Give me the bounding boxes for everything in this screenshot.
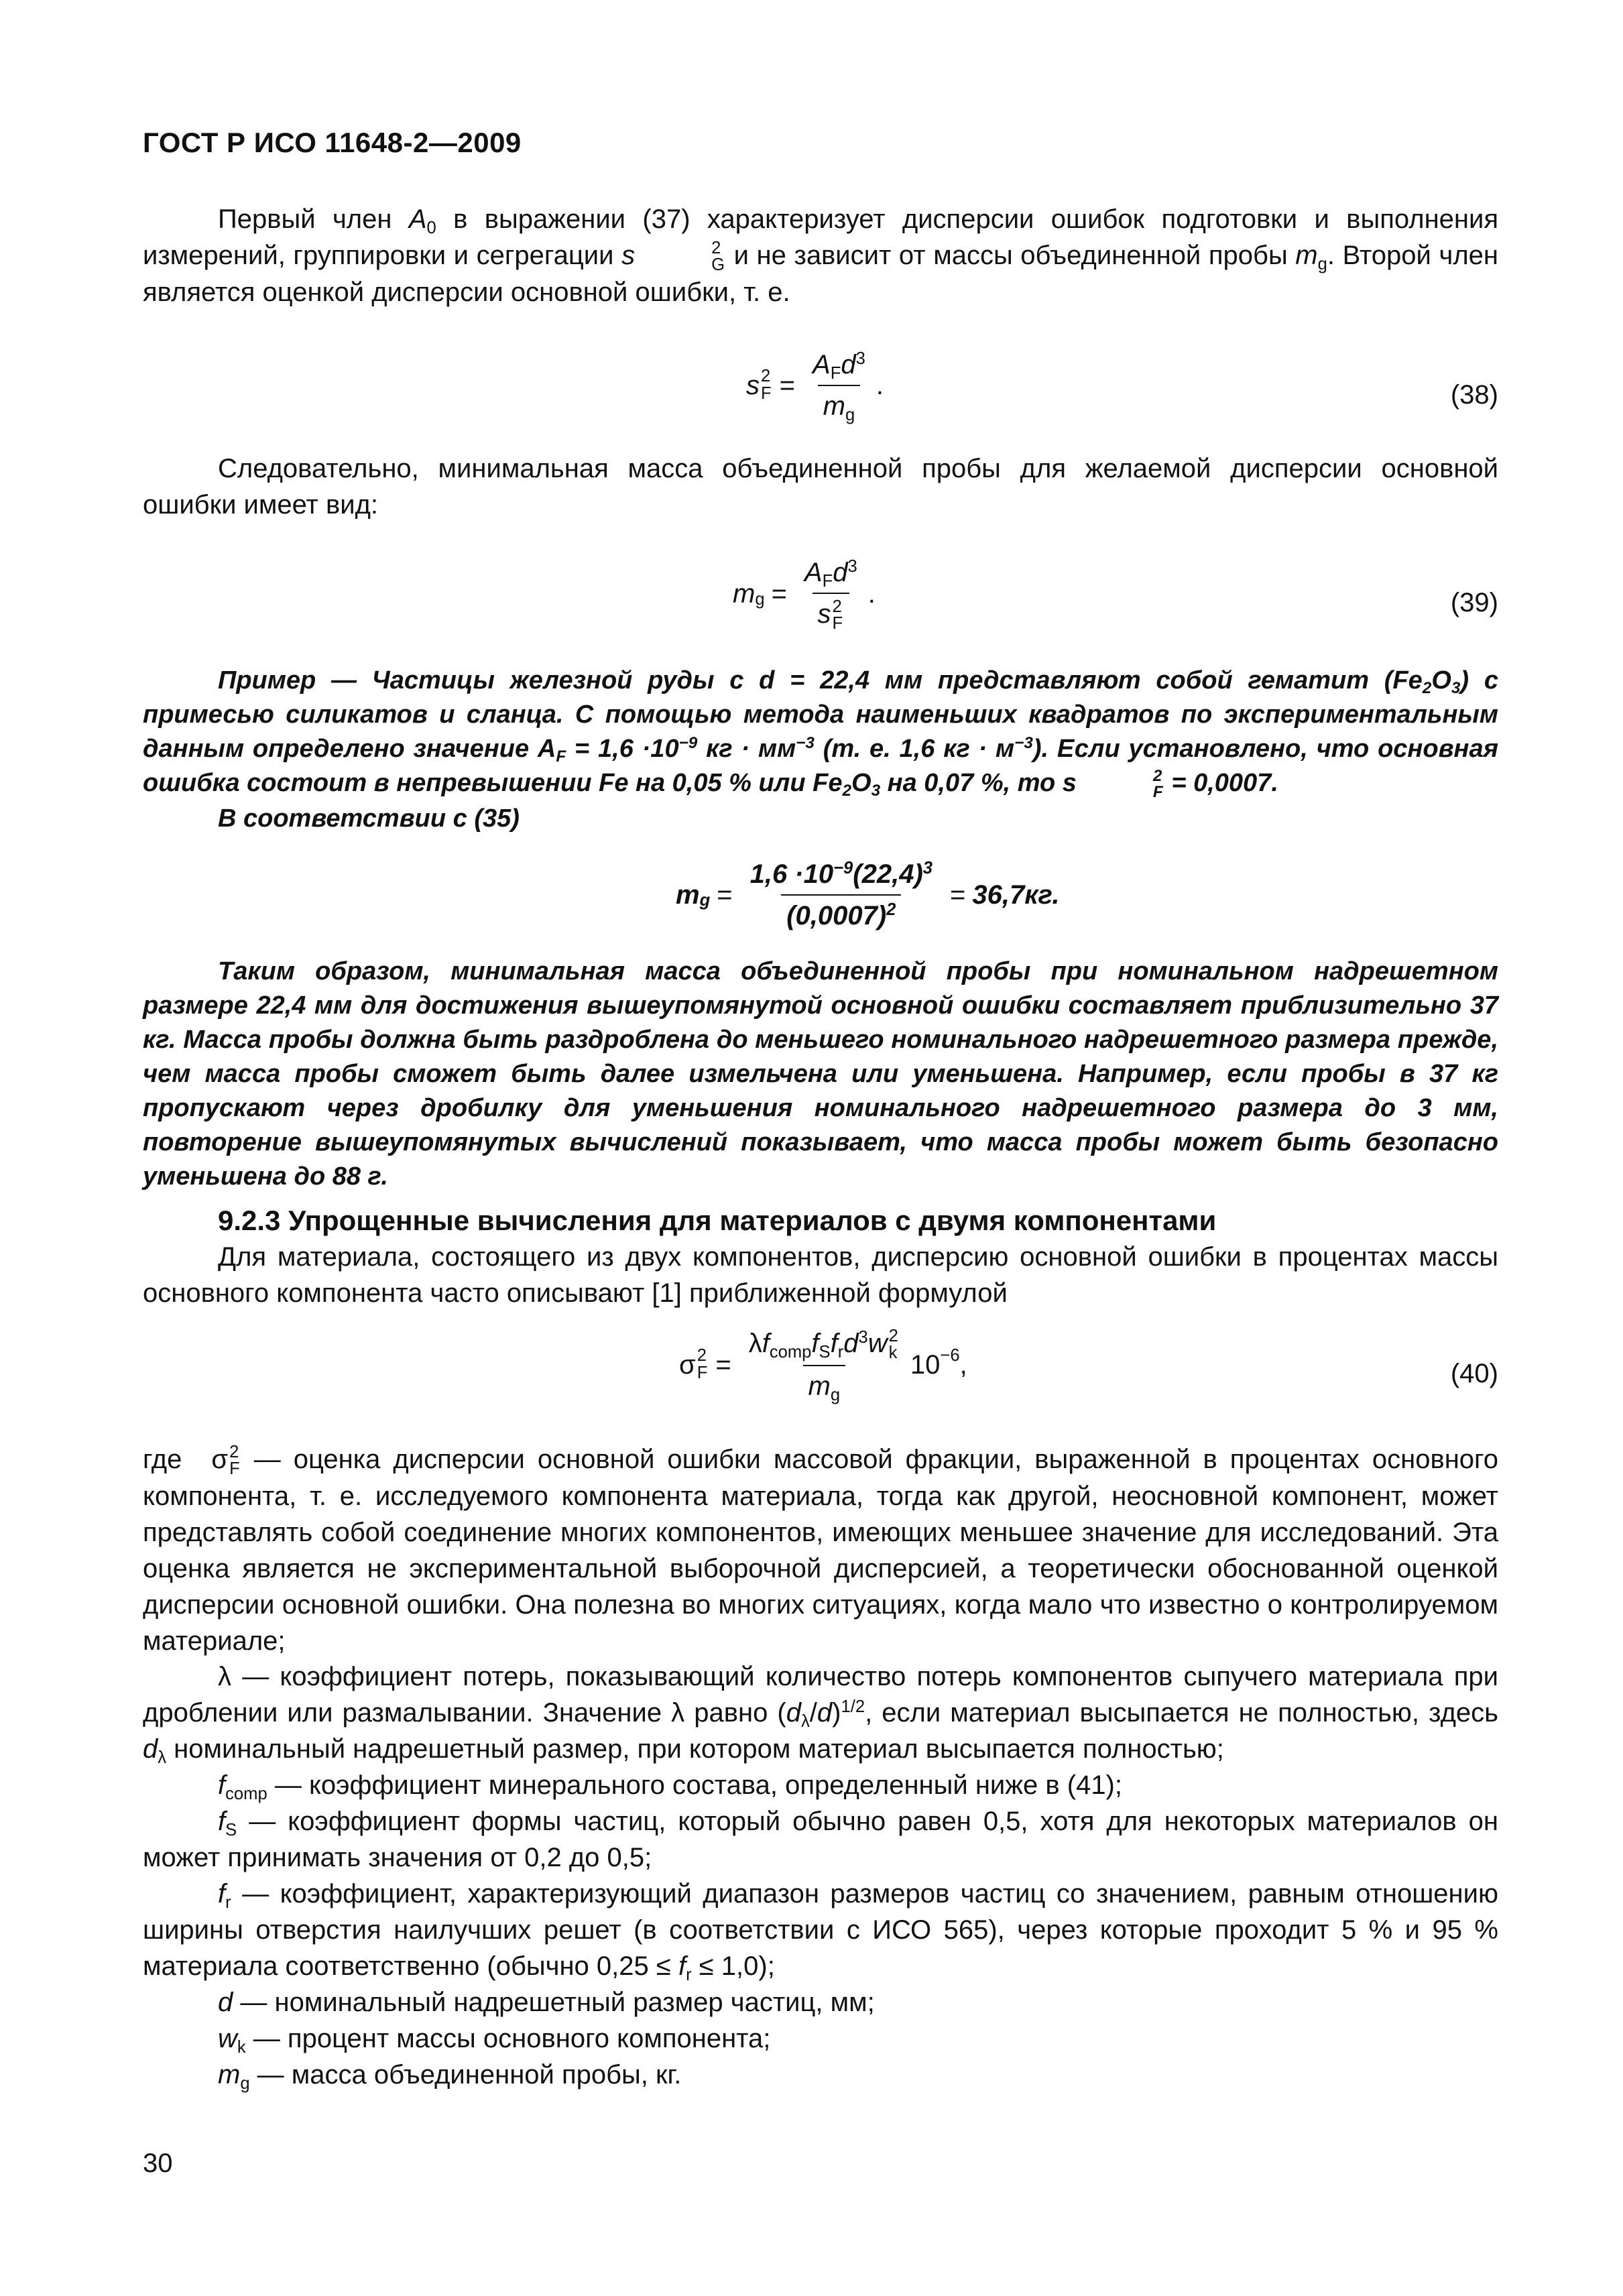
text: Пример — Частицы железной руды с d = 22,4 мм представляют собой гематит (Fe — [218, 666, 1423, 694]
def-fs — [143, 1803, 1498, 1876]
equals-sign: = — [715, 1350, 731, 1380]
subscript: g — [830, 1385, 841, 1404]
numerator — [743, 1326, 905, 1365]
subscript: r — [837, 1342, 844, 1362]
fraction — [743, 1326, 905, 1404]
text: — коэффициент потерь, показывающий количество потерь компонентов сыпучего материала при дроблении или размалывании. Значение — [143, 1662, 1498, 1728]
symbol-f: f — [218, 1770, 226, 1800]
superscript: 3 — [855, 349, 865, 368]
equals-sign: = — [779, 371, 795, 400]
subscript: F — [1152, 782, 1163, 801]
subscript: 2 — [1422, 679, 1432, 698]
superscript: −9 — [678, 733, 698, 752]
superscript: 3 — [847, 556, 857, 576]
fraction — [807, 347, 871, 424]
superscript: 2 — [832, 597, 842, 616]
equals-sign: = — [771, 579, 787, 609]
text: 1,6 ·10 — [749, 859, 834, 889]
symbol-w: w — [867, 1329, 888, 1358]
section-heading: 9.2.3 Упрощенные вычисления для материалов с двумя компонентами — [218, 1205, 1217, 1236]
subscript: G — [711, 255, 725, 275]
page-number: 30 — [143, 2149, 173, 2178]
subscript: F — [697, 1364, 708, 1383]
subscript: comp — [225, 1784, 267, 1803]
subscript: F — [822, 571, 833, 591]
superscript: 2 — [697, 1346, 707, 1366]
symbol-s: s — [746, 371, 760, 400]
text: (22,4) — [853, 859, 923, 889]
text: — масса объединенной пробы, кг. — [249, 2060, 682, 2090]
equation-end: . — [876, 371, 884, 400]
text: и не зависит от массы объединенной пробы — [726, 241, 1296, 270]
text: / — [809, 1698, 817, 1728]
text: ≤ 1,0); — [691, 1951, 775, 1981]
subscript: comp — [769, 1342, 812, 1362]
superscript: 1/2 — [841, 1697, 865, 1716]
text: Первый член — [218, 204, 409, 234]
fraction — [745, 857, 938, 933]
numerator — [799, 555, 863, 593]
equals-sign: = — [717, 880, 733, 910]
symbol-a: A — [408, 204, 427, 234]
text: = 0,0007. — [1164, 769, 1278, 797]
symbol-m: m — [1295, 241, 1318, 270]
equation-end: , — [959, 1350, 967, 1380]
paragraph-minimum-mass: Следовательно, минимальная масса объединенной пробы для желаемой дисперсии основной ошибки имеет вид: — [143, 454, 1498, 520]
sup-sub-stack — [229, 1444, 240, 1478]
symbol-d: d — [841, 350, 856, 379]
text: кг · мм — [697, 735, 796, 763]
def-mg — [143, 2057, 1498, 2093]
subscript: F — [832, 614, 843, 633]
text: — коэффициент минерального состава, определенный ниже в (41); — [267, 1770, 1122, 1800]
fraction — [799, 555, 863, 633]
symbol-w: w — [218, 2024, 237, 2053]
symbol-s: s — [817, 599, 831, 629]
denominator — [818, 385, 861, 424]
symbol-m: m — [676, 880, 700, 910]
text: номинальный надрешетный размер, при котором материал высыпается полностью; — [166, 1734, 1224, 1764]
equation-number: (40) — [1450, 1359, 1498, 1388]
symbol-f: f — [678, 1951, 686, 1981]
conclusion-paragraph: Таким образом, минимальная масса объединенной пробы при номинальном надрешетном размере 22,4 мм для достижения вышеупомянутой основной ошибки составляет приблизительно 37 кг. Масса пробы должна быть раздроблена до меньшего номинального надрешетного размера прежде, чем масса пробы сможет быть далее измельчена или уменьшена. Например, если пробы в 37 кг пропускают через дробилку для уменьшения номинального надрешетного размера до 3 мм, повторение вышеупомянутых вычислений показывает, что масса пробы может быть безопасно уменьшена до 88 г. — [143, 957, 1498, 1191]
equation-end: . — [867, 579, 876, 609]
symbol-sigma: σ — [679, 1350, 696, 1380]
superscript: 2 — [888, 1326, 898, 1345]
superscript: 2 — [1152, 766, 1162, 785]
equation-number: (39) — [1450, 588, 1498, 617]
text: . Второй член является оценкой дисперсии основной ошибки, т. е. — [143, 241, 1498, 308]
equation-body — [746, 347, 884, 424]
symbol-f: f — [762, 1329, 770, 1358]
where-word: где — [143, 1445, 182, 1474]
page-header: ГОСТ Р ИСО 11648-2—2009 — [143, 127, 522, 158]
text: — оценка дисперсии основной ошибки массовой фракции, выраженной в процентах основного компонента, т. е. исследуемого компонента материала, тогда как другой, неосновной компонент, может представлять собой соединение многих компонентов, имеющих меньшее значение для исследований. Эта оценка является не экспериментальной выборочной дисперсией, а теоретически обоснованной оценкой дисперсии основной ошибки. Она полезна во многих ситуациях, когда мало что известно о контролируемом материале; — [143, 1445, 1498, 1656]
subscript: r — [225, 1892, 231, 1912]
superscript: 3 — [922, 858, 933, 878]
subscript: 0 — [426, 218, 436, 237]
symbol-lambda: λ — [671, 1698, 685, 1728]
subscript: g — [845, 405, 855, 424]
text: = 1,6 ·10 — [566, 735, 679, 763]
subscript: 2 — [842, 782, 852, 800]
multiplier: 10 — [910, 1350, 941, 1380]
superscript: 2 — [229, 1442, 239, 1461]
subscript: S — [225, 1820, 237, 1839]
text: (0,0007) — [786, 901, 887, 930]
symbol-lambda: λ — [748, 1329, 762, 1358]
subscript: k — [237, 2037, 246, 2057]
symbol-d: d — [786, 1698, 801, 1728]
subscript: k — [888, 1343, 898, 1363]
superscript: −3 — [1014, 733, 1033, 752]
superscript: −9 — [833, 858, 853, 878]
definitions-list — [143, 1658, 1498, 2093]
numerator — [807, 347, 871, 385]
def-wk — [143, 2020, 1498, 2057]
def-fr — [143, 1876, 1498, 1984]
text: на 0,07 %, то s — [880, 769, 1077, 797]
according-line: В соответствии с (35) — [218, 804, 520, 833]
subscript: F — [229, 1459, 240, 1479]
sup-sub-stack — [636, 240, 725, 274]
superscript: 2 — [886, 900, 896, 919]
text: ). Если установлено, что основная ошибка состоит в непревышении Fe на 0,05 % или Fe — [143, 735, 1498, 797]
text: O — [851, 769, 871, 797]
text: в выражении (37) характеризует дисперсии ошибок подготовки и выполнения измерений, группировки и сегрегации — [143, 204, 1498, 270]
sup-sub-stack — [697, 1347, 708, 1382]
example-paragraph — [143, 664, 1498, 800]
subscript: F — [830, 363, 841, 383]
denominator — [803, 1365, 846, 1404]
sup-sub-stack — [889, 1328, 898, 1362]
symbol-f: f — [830, 1329, 838, 1358]
symbol-d: d — [843, 1329, 859, 1358]
subscript: 3 — [871, 782, 881, 800]
symbol-d: d — [817, 1698, 833, 1728]
sup-sub-stack — [833, 599, 843, 633]
symbol-d: d — [218, 1988, 233, 2017]
superscript: 3 — [858, 1327, 868, 1347]
equation-39 — [143, 550, 1498, 657]
symbol-a: A — [813, 350, 831, 379]
superscript: −3 — [796, 733, 815, 752]
text: ) — [832, 1698, 841, 1728]
def-d — [143, 1984, 1498, 2020]
subscript: S — [819, 1342, 831, 1362]
subscript: F — [556, 747, 566, 766]
denominator — [813, 593, 850, 633]
equation-body: σ 2 F = $\lambda f_{comp}f_Sf_rd^3w$ 2 k $m_g$ 10 $^{-6}$ , — [679, 1326, 967, 1404]
equation-38 — [143, 342, 1498, 449]
subscript: F — [761, 384, 772, 403]
subscript: 3 — [1451, 679, 1461, 698]
sup-sub-stack — [761, 368, 772, 402]
text: O — [1431, 666, 1451, 694]
symbol-s: s — [621, 241, 636, 270]
subscript: g — [240, 2073, 250, 2093]
symbol-f: f — [811, 1329, 819, 1358]
symbol-d: d — [143, 1734, 158, 1764]
symbol-m: m — [823, 391, 845, 421]
def-lambda — [143, 1658, 1498, 1767]
text: , если материал высыпается не полностью, здесь — [865, 1698, 1499, 1728]
superscript: 2 — [711, 238, 721, 257]
numerator — [745, 857, 938, 894]
equals-sign: = — [950, 880, 966, 910]
subscript: λ — [158, 1748, 167, 1767]
symbol-d: d — [833, 558, 848, 587]
text: ) с примесью силикатов и сланца. С помощью метода наименьших квадратов по экспериментальным данным определено значение A — [143, 666, 1498, 763]
result-value: 36,7кг. — [972, 880, 1060, 910]
subscript: λ — [800, 1711, 810, 1731]
def-fcomp — [143, 1767, 1498, 1803]
text: — коэффициент, характеризующий диапазон размеров частиц со значением, равным отношению ширины отверстия наилучших решет (в соответствии с ИСО 565), через которые проходит 5 % и 95 % материала соответственно (обычно 0,25 ≤ — [143, 1879, 1498, 1981]
where-paragraph — [143, 1441, 1498, 1659]
text: — процент массы основного компонента; — [245, 2024, 771, 2053]
symbol-sigma: σ — [211, 1445, 229, 1474]
paragraph-two-components: Для материала, состоящего из двух компонентов, дисперсию основной ошибки в процентах массы основного компонента часто описывают [1] приближенной формулой — [143, 1242, 1498, 1308]
text: — коэффициент формы частиц, который обычно равен 0,5, хотя для некоторых материалов он может принимать значения от 0,2 до 0,5; — [143, 1807, 1498, 1872]
sup-sub-stack — [1078, 768, 1163, 801]
symbol-f: f — [218, 1807, 226, 1836]
symbol-f: f — [218, 1879, 226, 1909]
text: равно ( — [684, 1698, 786, 1728]
equation-body: m $_g$ = $\frac{1,6 \cdot 10^{-9}(22,4)^3}{(0,0007)^2}$ = 36,7кг. — [676, 857, 1059, 933]
text: (т. е. 1,6 кг · м — [814, 735, 1015, 763]
equation-number: (38) — [1450, 380, 1498, 410]
text: — номинальный надрешетный размер частиц, мм; — [233, 1988, 875, 2017]
symbol-m: m — [733, 579, 756, 609]
symbol-a: A — [804, 558, 823, 587]
equation-numeric — [143, 851, 1498, 959]
equation-40 — [143, 1321, 1498, 1428]
symbol-m: m — [808, 1372, 831, 1402]
symbol-lambda: λ — [218, 1662, 231, 1691]
equation-body: m $_g$ = $A_Fd^3$ s 2 F . — [733, 555, 876, 633]
subscript: r — [686, 1965, 692, 1984]
subscript: g — [1317, 254, 1327, 274]
symbol-m: m — [218, 2060, 241, 2090]
paragraph-first-term — [143, 201, 1498, 310]
superscript: 2 — [761, 367, 771, 386]
denominator — [781, 894, 901, 933]
